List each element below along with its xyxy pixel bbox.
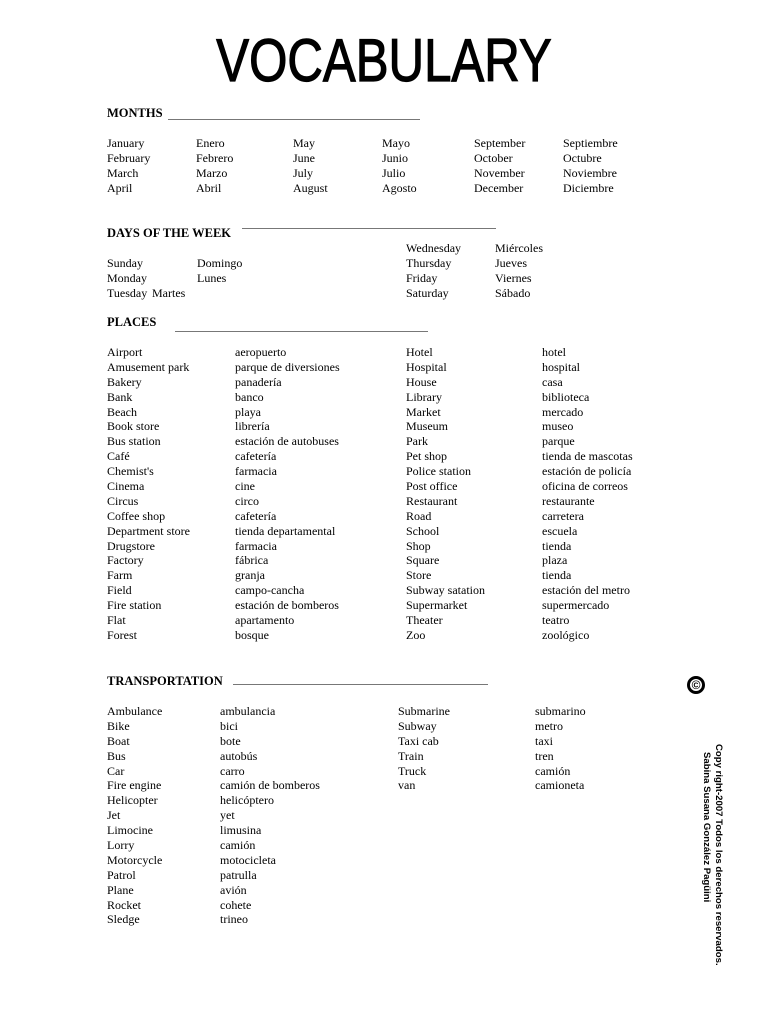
- vocab-word: August: [293, 180, 328, 195]
- vocab-word: Plane: [107, 882, 134, 897]
- vocab-word: Jueves: [495, 255, 527, 270]
- vocab-word: Noviembre: [563, 165, 617, 180]
- vocab-word: Road: [406, 508, 432, 523]
- vocab-word: Restaurant: [406, 493, 458, 508]
- vocab-word: casa: [542, 374, 563, 389]
- vocab-word: fábrica: [235, 553, 269, 568]
- days-heading: DAYS OF THE WEEK: [107, 226, 231, 240]
- vocab-word: librería: [235, 419, 270, 434]
- days-english-col-1: [107, 256, 147, 301]
- copyright-notice: [700, 744, 724, 974]
- vocab-word: Hotel: [406, 345, 433, 359]
- places-spanish-col-2: [542, 345, 633, 643]
- vocab-word: Miércoles: [495, 241, 543, 255]
- vocab-word: Park: [406, 434, 428, 449]
- vocab-word: Museum: [406, 419, 448, 434]
- vocab-word: mercado: [542, 404, 584, 419]
- vocab-word: Mayo: [382, 136, 410, 150]
- vocab-word: restaurante: [542, 493, 595, 508]
- vocab-word: Rocket: [107, 897, 141, 912]
- vocab-word: Flat: [107, 613, 126, 628]
- vocab-word: Train: [398, 748, 424, 763]
- vocab-word: Febrero: [196, 150, 234, 165]
- vocab-word: teatro: [542, 613, 570, 628]
- vocab-word: Boat: [107, 733, 130, 748]
- vocab-word: motocicleta: [220, 852, 276, 867]
- vocab-word: Circus: [107, 493, 139, 508]
- vocab-word: autobús: [220, 748, 258, 763]
- vocab-word: Submarine: [398, 704, 450, 718]
- vocab-word: September: [474, 136, 526, 150]
- vocab-word: carro: [220, 763, 245, 778]
- vocab-word: Forest: [107, 627, 137, 642]
- vocab-word: Amusement park: [107, 359, 190, 374]
- vocab-word: June: [293, 150, 315, 165]
- months-english-col-1: [107, 136, 150, 196]
- transportation-spanish-col-1: [220, 704, 320, 927]
- vocab-word: House: [406, 374, 437, 389]
- vocab-word: Factory: [107, 553, 144, 568]
- vocab-word: Jet: [107, 808, 121, 823]
- vocab-word: cafetería: [235, 449, 277, 464]
- vocab-word: Sledge: [107, 912, 140, 927]
- vocab-word: Department store: [107, 523, 190, 538]
- vocab-word: submarino: [535, 704, 586, 718]
- vocab-word: taxi: [535, 733, 553, 748]
- transportation-divider: [233, 684, 488, 685]
- vocab-word: Julio: [382, 165, 406, 180]
- transportation-heading: TRANSPORTATION: [107, 674, 223, 688]
- months-english-col-2: [293, 136, 328, 196]
- vocab-word: April: [107, 180, 133, 195]
- vocab-word: Bike: [107, 718, 130, 733]
- days-spanish-tuesday: [152, 286, 185, 301]
- vocab-word: Police station: [406, 464, 471, 479]
- vocab-word: Theater: [406, 613, 443, 628]
- vocab-word: estación de policía: [542, 464, 632, 479]
- vocab-word: cohete: [220, 897, 252, 912]
- days-divider: [242, 228, 496, 229]
- vocab-word: Motorcycle: [107, 852, 163, 867]
- vocab-word: Octubre: [563, 150, 602, 165]
- vocab-word: cafetería: [235, 508, 277, 523]
- vocab-word: Tuesday: [107, 285, 148, 300]
- vocab-word: circo: [235, 493, 259, 508]
- vocab-word: Coffee shop: [107, 508, 166, 523]
- vocab-word: Book store: [107, 419, 160, 434]
- vocab-word: Café: [107, 449, 130, 464]
- vocab-word: Zoo: [406, 627, 426, 642]
- vocab-word: February: [107, 150, 151, 165]
- vocab-word: Abril: [196, 180, 222, 195]
- vocab-word: Enero: [196, 136, 225, 150]
- vocab-word: oficina de correos: [542, 479, 628, 494]
- vocab-word: Fire engine: [107, 778, 162, 793]
- vocab-word: Bank: [107, 389, 133, 404]
- vocab-word: School: [406, 523, 440, 538]
- vocab-word: Subway satation: [406, 583, 485, 598]
- vocab-word: Truck: [398, 763, 427, 778]
- vocab-word: tienda departamental: [235, 523, 336, 538]
- vocab-word: Lorry: [107, 838, 135, 853]
- vocab-word: hospital: [542, 359, 580, 374]
- vocab-word: Diciembre: [563, 180, 614, 195]
- vocab-word: ambulancia: [220, 704, 276, 718]
- vocab-word: campo-cancha: [235, 583, 305, 598]
- days-spanish-col-1: [197, 256, 242, 286]
- vocab-word: camión: [535, 763, 571, 778]
- vocab-word: Chemist's: [107, 464, 154, 479]
- days-spanish-col-2: [495, 241, 543, 301]
- places-heading: PLACES: [107, 315, 157, 329]
- vocab-word: Cinema: [107, 479, 145, 494]
- vocab-word: Wednesday: [406, 241, 462, 255]
- vocab-word: Helicopter: [107, 793, 158, 808]
- vocab-word: camioneta: [535, 778, 585, 793]
- vocab-word: Patrol: [107, 867, 136, 882]
- vocab-word: estación del metro: [542, 583, 630, 598]
- days-english-col-2: [406, 241, 461, 301]
- vocab-word: Square: [406, 553, 440, 568]
- copyright-line-2: Sabina Susana González Pagüini: [701, 752, 712, 903]
- vocab-word: estación de bomberos: [235, 598, 339, 613]
- vocab-word: tren: [535, 748, 554, 763]
- copyright-symbol: ©: [691, 678, 701, 692]
- places-spanish-col-1: [235, 345, 340, 643]
- vocab-word: December: [474, 180, 524, 195]
- vocab-word: Taxi cab: [398, 733, 439, 748]
- vocab-word: estación de autobuses: [235, 434, 339, 449]
- transportation-english-col-2: [398, 704, 450, 793]
- vocab-word: aeropuerto: [235, 345, 287, 359]
- vocab-word: parque: [542, 434, 575, 449]
- vocab-word: October: [474, 150, 513, 165]
- vocab-word: Sábado: [495, 285, 531, 300]
- vocab-word: Pet shop: [406, 449, 448, 464]
- vocab-word: supermercado: [542, 598, 610, 613]
- vocab-word: Friday: [406, 270, 438, 285]
- page-title: VOCABULARY: [216, 27, 552, 94]
- vocab-word: helicóptero: [220, 793, 274, 808]
- vocab-word: January: [107, 136, 145, 150]
- vocab-word: Post office: [406, 479, 458, 494]
- vocab-word: Sunday: [107, 256, 143, 270]
- vocab-word: zoológico: [542, 627, 590, 642]
- vocab-word: Hospital: [406, 359, 447, 374]
- vocab-word: plaza: [542, 553, 568, 568]
- vocab-word: hotel: [542, 345, 566, 359]
- vocab-word: Store: [406, 568, 432, 583]
- vocab-word: tienda de mascotas: [542, 449, 633, 464]
- vocab-word: Subway: [398, 718, 437, 733]
- vocab-word: March: [107, 165, 139, 180]
- vocab-word: bote: [220, 733, 241, 748]
- vocab-word: Field: [107, 583, 132, 598]
- vocab-word: bosque: [235, 627, 269, 642]
- transportation-spanish-col-2: [535, 704, 586, 793]
- vocab-word: banco: [235, 389, 264, 404]
- vocab-word: yet: [220, 808, 235, 823]
- copyright-icon: [687, 676, 705, 694]
- vocab-word: Airport: [107, 345, 143, 359]
- vocab-word: Marzo: [196, 165, 228, 180]
- vocab-word: tienda: [542, 568, 572, 583]
- transportation-english-col-1: [107, 704, 162, 927]
- vocab-word: Viernes: [495, 270, 532, 285]
- vocab-word: Junio: [382, 150, 409, 165]
- vocab-word: farmacia: [235, 538, 277, 553]
- vocab-word: Monday: [107, 270, 147, 285]
- vocab-word: May: [293, 136, 315, 150]
- months-spanish-col-3: [563, 136, 618, 196]
- vocab-word: granja: [235, 568, 265, 583]
- vocab-word: Limocine: [107, 823, 153, 838]
- vocab-word: parque de diversiones: [235, 359, 340, 374]
- copyright-line-1: Copy right-2007 Todos los derechos reservados.: [713, 744, 724, 966]
- vocab-word: Bakery: [107, 374, 142, 389]
- vocab-word: patrulla: [220, 867, 257, 882]
- vocab-word: camión: [220, 838, 256, 853]
- vocab-word: Ambulance: [107, 704, 163, 718]
- vocab-word: panadería: [235, 374, 282, 389]
- vocab-word: Thursday: [406, 255, 452, 270]
- vocab-word: bici: [220, 718, 238, 733]
- months-english-col-3: [474, 136, 525, 196]
- vocab-word: November: [474, 165, 525, 180]
- vocab-word: Farm: [107, 568, 133, 583]
- places-divider: [175, 331, 428, 332]
- vocab-word: biblioteca: [542, 389, 590, 404]
- vocab-word: Shop: [406, 538, 431, 553]
- months-heading: MONTHS: [107, 106, 163, 120]
- months-spanish-col-1: [196, 136, 233, 196]
- vocab-word: playa: [235, 404, 261, 419]
- vocab-word: Agosto: [382, 180, 417, 195]
- vocab-word: escuela: [542, 523, 578, 538]
- vocab-word: metro: [535, 718, 563, 733]
- vocab-word: Lunes: [197, 270, 227, 285]
- vocab-word: Septiembre: [563, 136, 618, 150]
- vocab-word: carretera: [542, 508, 584, 523]
- vocab-word: camión de bomberos: [220, 778, 320, 793]
- vocab-word: July: [293, 165, 314, 180]
- vocab-word: Bus station: [107, 434, 161, 449]
- vocab-word: Library: [406, 389, 442, 404]
- vocab-word: Market: [406, 404, 441, 419]
- places-english-col-2: [406, 345, 485, 643]
- months-spanish-col-2: [382, 136, 417, 196]
- vocab-word: Bus: [107, 748, 126, 763]
- vocab-word: Supermarket: [406, 598, 468, 613]
- places-english-col-1: [107, 345, 190, 643]
- vocab-word: Beach: [107, 404, 137, 419]
- months-divider: [168, 119, 420, 120]
- vocab-word: trineo: [220, 912, 248, 927]
- vocab-word: van: [398, 778, 416, 793]
- vocab-word: Saturday: [406, 285, 449, 300]
- vocab-word: limusina: [220, 823, 262, 838]
- vocab-word: Car: [107, 763, 125, 778]
- vocab-word: farmacia: [235, 464, 277, 479]
- vocab-word: Martes: [152, 286, 186, 300]
- vocab-word: Domingo: [197, 256, 243, 270]
- vocab-word: museo: [542, 419, 574, 434]
- vocab-word: Drugstore: [107, 538, 155, 553]
- vocab-word: avión: [220, 882, 247, 897]
- vocab-word: apartamento: [235, 613, 295, 628]
- vocab-word: tienda: [542, 538, 572, 553]
- vocab-word: cine: [235, 479, 255, 494]
- vocab-word: Fire station: [107, 598, 162, 613]
